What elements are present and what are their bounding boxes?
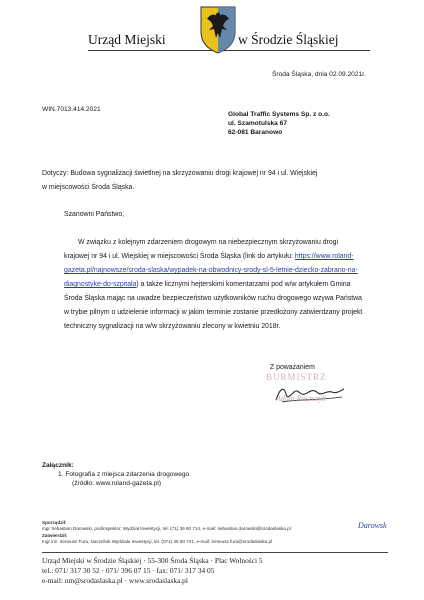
body-line-2-text: krajowej nr 94 i ul. Wiejskiej w miejscowości Środa Śląska (link do artykułu:: [64, 253, 295, 260]
body-line-3: [64, 265, 358, 277]
closing: Z poważaniem: [270, 364, 315, 371]
body-line-4-text: ) a także licznymi hejterskimi komentarzami pod w/w artykułem Gmina: [136, 281, 351, 288]
body-line-6: w trybie pilnym o udzielenie informacji w jakim terminie zostanie przedłożony zatwierdzany projekt: [64, 309, 363, 316]
footer-email-label: e-mail:: [42, 576, 65, 585]
footer-rule: [42, 552, 388, 553]
footer-separator: ·: [122, 576, 129, 585]
footer-phones: tel.: 071/ 317 30 52 · 071/ 396 07 15 · fax: 071/ 317 34 05: [42, 566, 215, 575]
recipient-city: 62-081 Baranowo: [228, 129, 283, 136]
body-line-4: [64, 279, 350, 291]
body-line-1: W związku z kolejnym zdarzeniem drogowym na niebezpiecznym skrzyżowaniu drogi: [78, 239, 339, 246]
prepared-initials: Darowsk: [358, 521, 387, 530]
attachment-item: 1. Fotografia z miejsca zdarzenia drogowego: [58, 471, 190, 478]
body-line-7: techniczny sygnalizacji na w/w skrzyżowaniu zlecony w kwietniu 2018r.: [64, 323, 281, 330]
prepared-text: mgr Sebastian Darowski, podinspektor, Wydział Inwestycji, tel. (71) 39 60 714, e-mail: sebastian.darowski@srodaslaska.pl: [42, 526, 291, 531]
subject-line-1: Dotyczy: Budowa sygnalizacji świetlnej na skrzyżowaniu drogi krajowej nr 94 i ul. Wiejskiej: [42, 170, 318, 177]
reference-number: WIN.7013.414.2021: [42, 106, 101, 113]
article-link-part-3[interactable]: diagnostyke-do-szpitala: [64, 281, 137, 288]
prepared-label: Sporządził:: [42, 520, 67, 525]
attachments-label: Załącznik:: [42, 462, 74, 469]
approved-label: Zatwierdził:: [42, 533, 68, 538]
attachment-source: (źródło: www.roland-gazeta.pl): [72, 480, 162, 487]
place-date: Środa Śląska, dnia 02.09.2021r.: [272, 71, 366, 78]
footer-email[interactable]: um@srodaslaska.pl: [64, 576, 123, 585]
footer-contact: [42, 576, 188, 585]
article-link-part-2[interactable]: gazeta.pl/najnowsze/sroda-slaska/wypadek-na-obwodnicy-srody-sl-5-letnie-dziecko-zabrano-na-: [64, 267, 358, 274]
salutation: Szanowni Państwo,: [64, 211, 125, 218]
signature-title-stamp: BURMISTRZ: [266, 372, 327, 382]
body-line-5: Środa Śląska mając na uwadze bezpieczeństwo użytkowników ruchu drogowego wzywa Państwa: [64, 295, 362, 302]
footer-address: Urząd Miejski w Środzie Śląskiej · 55-300 Środa Śląska · Plac Wolności 5: [42, 556, 263, 565]
letterhead-right: w Środzie Śląskiej: [238, 32, 339, 47]
signature-name-stamp: Adam Ruszczyk: [276, 394, 326, 403]
recipient-name: Global Traffic Systems Sp. z o.o.: [228, 111, 330, 118]
footer-website[interactable]: www.srodaslaska.pl: [128, 576, 188, 585]
approved-text: mgr inż. Ireneusz Fura, Naczelnik Wydziału Inwestycji, tel. (071) 39 60 741, e-mail: ireneusz.fura@srodaslaska.pl: [42, 539, 273, 544]
body-line-2: [64, 251, 354, 263]
subject-line-2: w miejscowości Środa Śląska.: [42, 184, 135, 191]
recipient-street: ul. Szamotulska 67: [228, 120, 287, 127]
coat-of-arms-icon: [198, 4, 238, 54]
letterhead-left: Urząd Miejski: [88, 32, 166, 47]
article-link-part-1[interactable]: https://www.roland-: [294, 253, 354, 260]
